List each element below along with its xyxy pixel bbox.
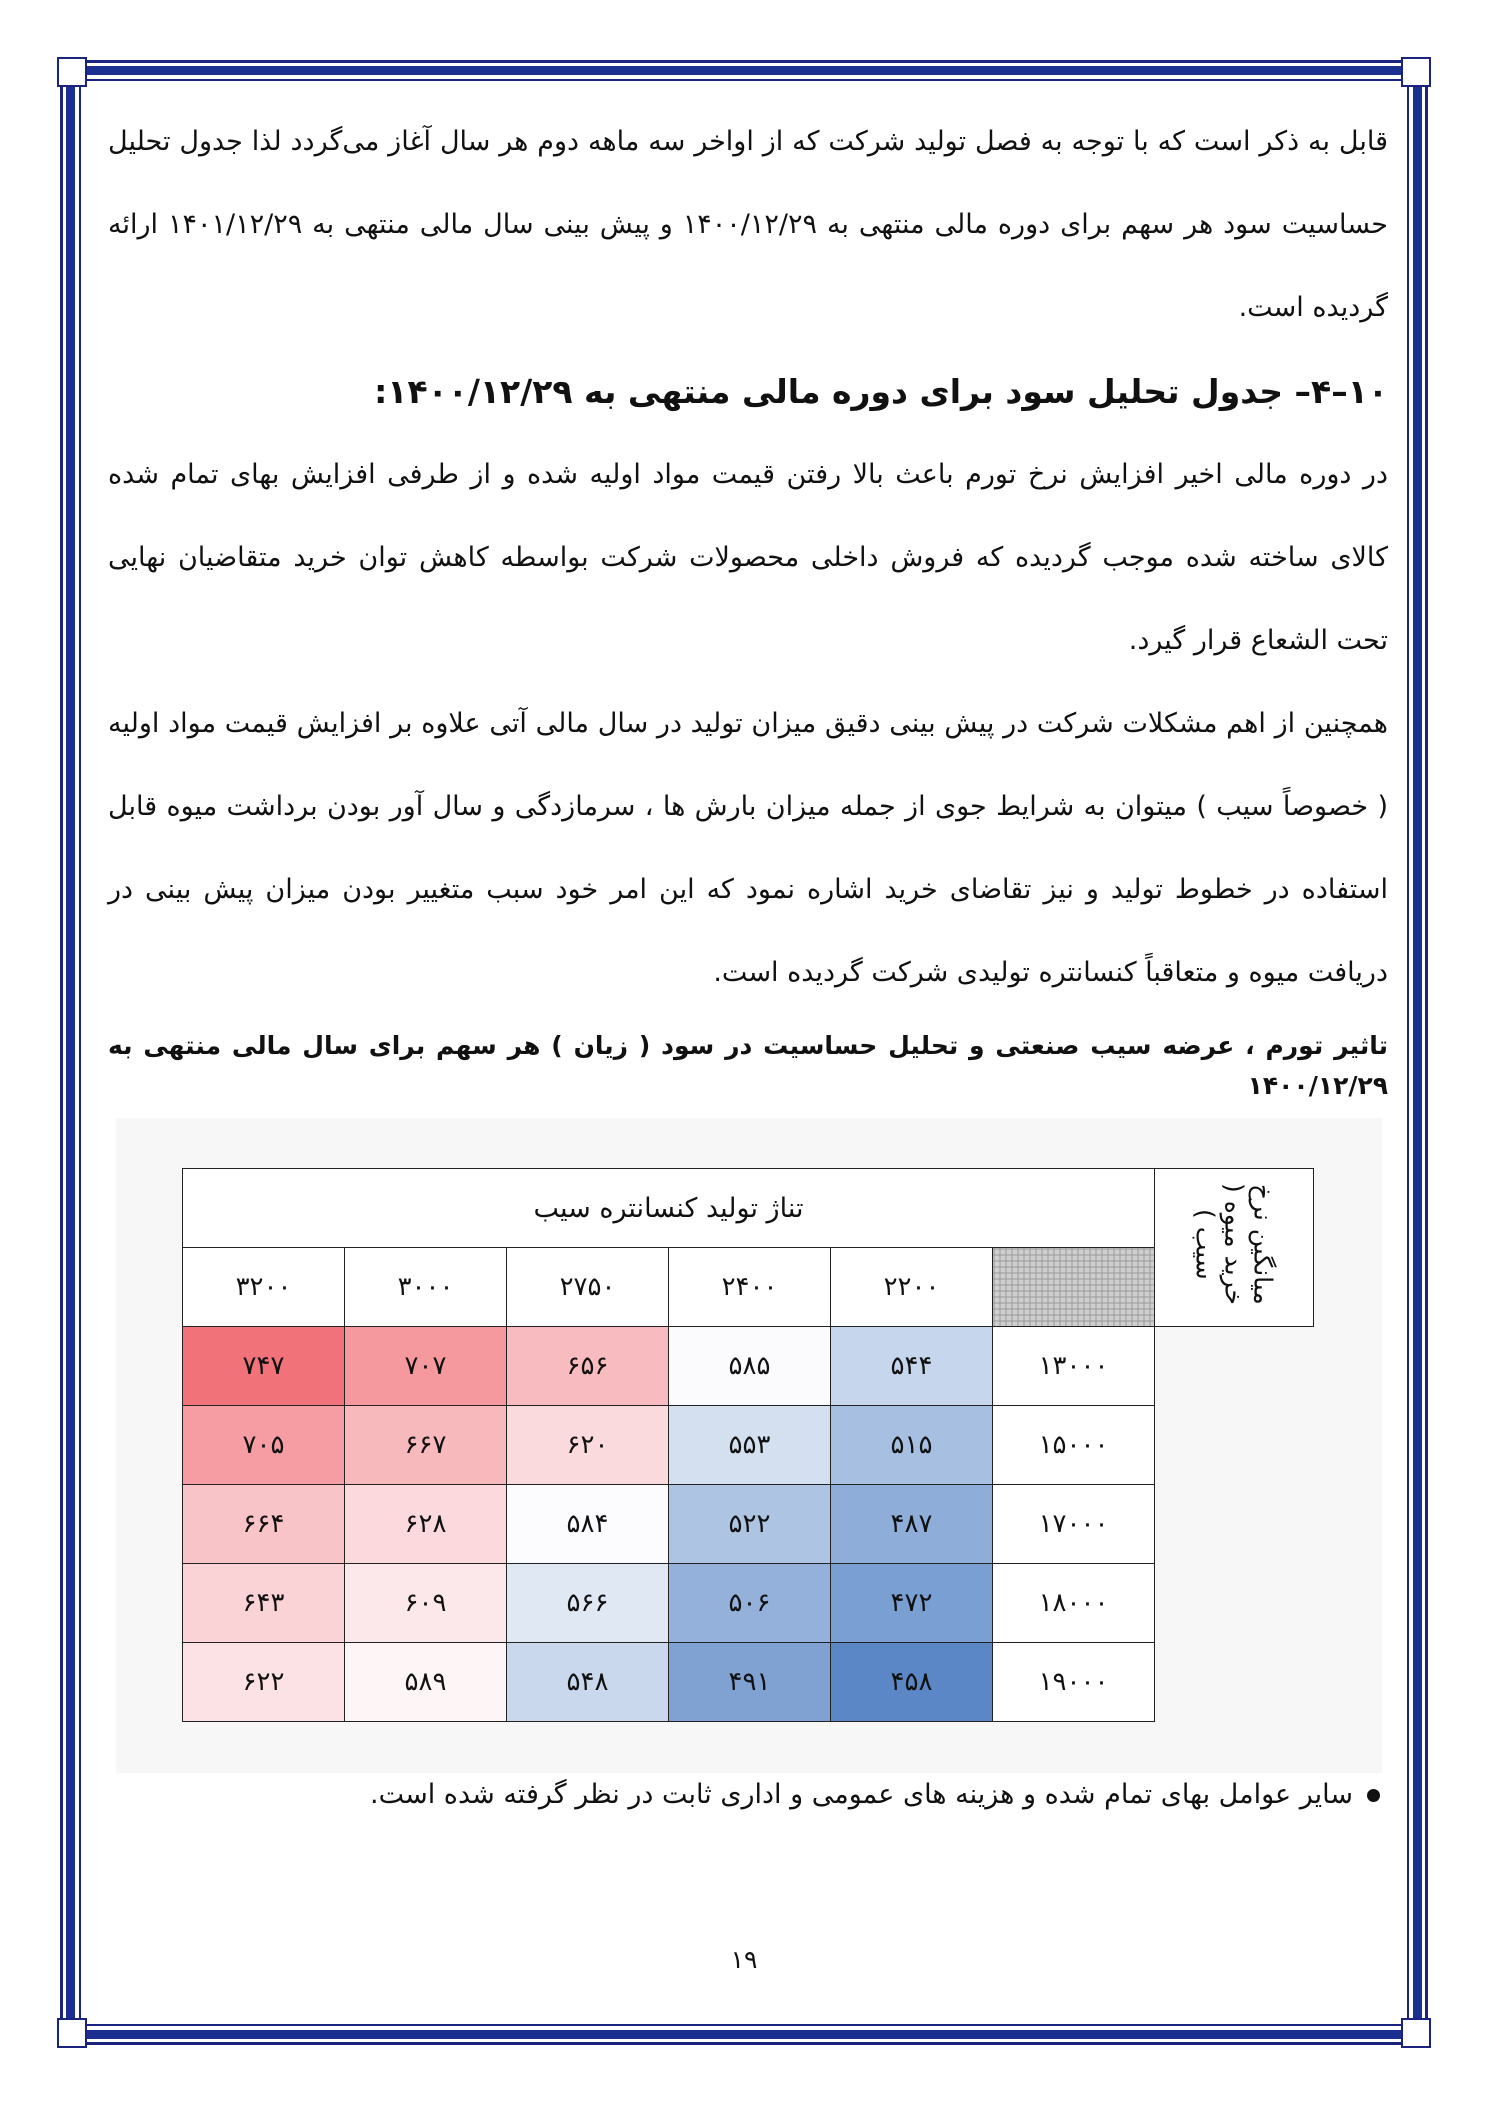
corner-hatch-cell [993,1248,1155,1327]
table-cell: ۶۲۲ [183,1643,345,1722]
table-cell: ۶۶۷ [345,1406,507,1485]
side-axis-label [1155,1169,1314,1327]
table-cell: ۵۴۴ [831,1327,993,1406]
sensitivity-table [182,1168,1314,1722]
table-cell: ۶۶۴ [183,1485,345,1564]
page-number: ۱۹ [730,1945,758,1974]
document-body [108,100,1388,1106]
table-cell: ۵۸۵ [669,1327,831,1406]
table-cell: ۶۲۰ [507,1406,669,1485]
row-label: ۱۸۰۰۰ [993,1564,1155,1643]
table-cell: ۴۵۸ [831,1643,993,1722]
sensitivity-table-image [116,1118,1382,1773]
table-cell: ۵۸۴ [507,1485,669,1564]
table-title: تناژ تولید کنسانتره سیب [183,1169,1155,1248]
table-cell: ۶۵۶ [507,1327,669,1406]
column-header: ۲۷۵۰ [507,1248,669,1327]
table-row [183,1485,1314,1564]
row-label: ۱۳۰۰۰ [993,1327,1155,1406]
table-cell: ۵۴۸ [507,1643,669,1722]
section-heading: ۱۰–۴– جدول تحلیل سود برای دوره مالی منتهی به ۱۴۰۰/۱۲/۲۹: [374,372,1388,411]
table-cell: ۷۰۷ [345,1327,507,1406]
table-cell: ۵۱۵ [831,1406,993,1485]
column-header: ۲۴۰۰ [669,1248,831,1327]
table-cell: ۴۹۱ [669,1643,831,1722]
corner-ornament [57,2018,87,2048]
table-row [183,1564,1314,1643]
table-cell: ۴۸۷ [831,1485,993,1564]
column-header: ۳۰۰۰ [345,1248,507,1327]
table-caption: تاثیر تورم ، عرضه سیب صنعتی و تحلیل حساسیت در سود ( زیان ) هر سهم برای سال مالی منتهی به ۱۴۰۰/۱۲/۲۹ [108,1031,1388,1100]
table-row [183,1643,1314,1722]
row-label: ۱۹۰۰۰ [993,1643,1155,1722]
column-header: ۲۲۰۰ [831,1248,993,1327]
table-cell: ۷۰۵ [183,1406,345,1485]
corner-ornament [1401,2018,1431,2048]
bullet-item [370,1770,1380,1820]
table-cell: ۵۶۶ [507,1564,669,1643]
bullet-text: سایر عوامل بهای تمام شده و هزینه های عمومی و اداری ثابت در نظر گرفته شده است. [370,1779,1353,1810]
body-paragraph: در دوره مالی اخیر افزایش نرخ تورم باعث بالا رفتن قیمت مواد اولیه شده و از طرفی افزایش بهای تمام شده کالای ساخته شده موجب گردیده که فروش داخلی محصولات شرکت بواسطه کاهش توان خرید متقاضیان نهایی تحت الشعاع قرار گیرد. [108,459,1388,656]
bullet-dot-icon [1367,1789,1380,1802]
table-cell: ۷۴۷ [183,1327,345,1406]
corner-ornament [1401,57,1431,87]
row-label: ۱۵۰۰۰ [993,1406,1155,1485]
table-cell: ۶۰۹ [345,1564,507,1643]
side-axis-label-text: میانگین نرخ خرید میوه ( سیب ) [1190,1183,1278,1305]
intro-paragraph: قابل به ذکر است که با توجه به فصل تولید شرکت که از اواخر سه ماهه دوم هر سال آغاز می‌گردد لذا جدول تحلیل حساسیت سود هر سهم برای دوره مالی منتهی به ۱۴۰۰/۱۲/۲۹ و پیش بینی سال مالی منتهی به ۱۴۰۱/۱۲/۲۹ ارائه گردیده است. [108,126,1388,323]
table-cell: ۵۲۲ [669,1485,831,1564]
body-paragraph: همچنین از اهم مشکلات شرکت در پیش بینی دقیق میزان تولید در سال مالی آتی علاوه بر افزایش قیمت مواد اولیه ( خصوصاً سیب ) میتوان به شرایط جوی از جمله میزان بارش ها ، سرمازدگی و سال آور بودن برداشت میوه قابل استفاده در خطوط تولید و نیز تقاضای خرید اشاره نمود که این امر خود سبب متغییر بودن میزان پیش بینی در دریافت میوه و متعاقباً کنسانتره تولیدی شرکت گردیده است. [108,708,1388,988]
corner-ornament [57,57,87,87]
table-cell: ۶۴۳ [183,1564,345,1643]
table-row [183,1406,1314,1485]
column-header-row [183,1248,1314,1327]
row-label: ۱۷۰۰۰ [993,1485,1155,1564]
table-cell: ۵۵۳ [669,1406,831,1485]
table-row [183,1327,1314,1406]
table-cell: ۶۲۸ [345,1485,507,1564]
table-cell: ۵۰۶ [669,1564,831,1643]
column-header: ۳۲۰۰ [183,1248,345,1327]
table-cell: ۴۷۲ [831,1564,993,1643]
table-cell: ۵۸۹ [345,1643,507,1722]
